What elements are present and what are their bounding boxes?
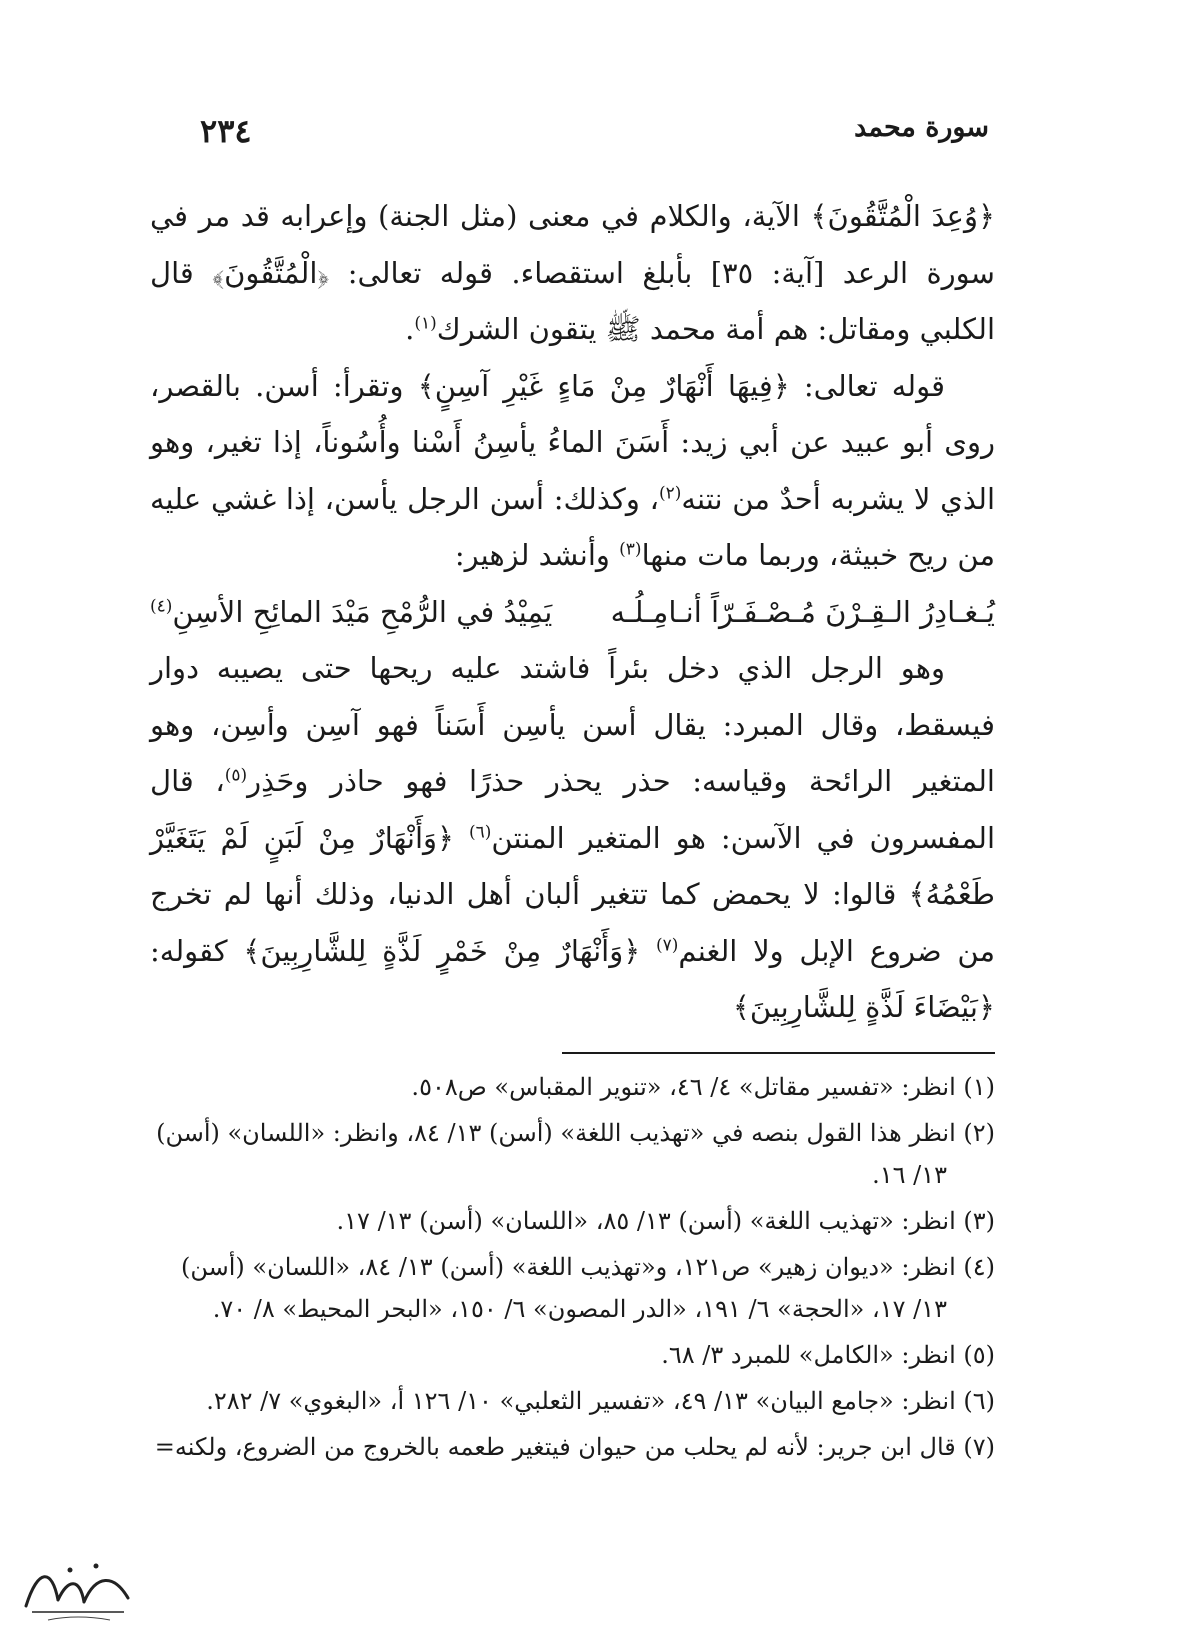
paragraph-text: ، قال المفسرون في الآسن: هو المتغير المنتن [150, 764, 996, 855]
footnote-continuation: ١٣/ ١٦. [872, 1161, 947, 1189]
footnote-separator [562, 1052, 995, 1054]
footnote-ref-3[interactable]: (٣) [619, 539, 642, 560]
poetry-verse [150, 584, 995, 641]
paragraph-text: وهو الرجل الذي دخل بئراً فاشتد عليه ريحها حتى يصيبه دوار فيسقط، وقال المبرد: يقال أسن يأسِن أَسَناً فهو آسِن وأسِن، وهو المتغير الرائحة وقياسه: حذر يحذر حذرًا فهو حاذر وحَذِر [150, 651, 995, 798]
footnote-4 [145, 1246, 995, 1330]
paragraph-text [454, 821, 469, 855]
paragraph-text: . [405, 312, 415, 346]
footnote-1: (١) انظر: «تفسير مقاتل» ٤/ ٤٦، «تنوير المقباس» ص٥٠٨. [411, 1073, 995, 1101]
footnote-ref-5[interactable]: (٥) [224, 765, 248, 786]
footnote-3: (٣) انظر: «تهذيب اللغة» (أسن) ١٣/ ٨٥، «اللسان» (أسن) ١٣/ ١٧. [336, 1207, 995, 1235]
paragraph-2 [150, 358, 995, 584]
footnote-ref-1[interactable]: (١) [414, 313, 437, 334]
verse-second-hemistich: يَمِيْدُ في الرُّمْحِ مَيْدَ المائِحِ الأسِنِ [172, 594, 553, 629]
paragraph-text: كقوله: [150, 933, 244, 968]
verse-second-hemistich-wrap [150, 584, 552, 641]
paragraph-text: قالوا: لا يحمض كما تتغير ألبان أهل الدنيا، وذلك أنها لم تخرج من ضروع الإبل ولا الغنم [150, 877, 995, 968]
quran-quote: ﴿وَأَنْهَارٌ مِنْ لَبَنٍ لَمْ يَتَغَيَّرْ طَعْمُهُ﴾ [150, 820, 995, 911]
paragraph-text: قوله تعالى: [789, 368, 945, 403]
footnote-6: (٦) انظر: «جامع البيان» ١٣/ ٤٩، «تفسير الثعلبي» ١٠/ ١٢٦ أ، «البغوي» ٧/ ٢٨٢. [206, 1387, 995, 1415]
library-seal-logo [18, 1548, 138, 1628]
quran-quote: ﴿وَأَنْهَارٌ مِنْ خَمْرٍ لَذَّةٍ لِلشَّارِبِينَ﴾ [243, 933, 641, 968]
footnote-ref-2[interactable]: (٢) [658, 482, 682, 503]
page-header [200, 112, 989, 162]
quran-quote: ﴿وُعِدَ الْمُتَّقُونَ﴾ [810, 199, 995, 233]
paragraph-text: وأنشد لزهير: [454, 538, 620, 572]
footnote-7: (٧) قال ابن جرير: لأنه لم يحلب من حيوان فيتغير طعمه بالخروج من الضروع، ولكنه= [154, 1433, 995, 1461]
footnote-text: (٢) انظر هذا القول بنصه في «تهذيب اللغة» (أسن) ١٣/ ٨٤، وانظر: «اللسان» (أسن) [156, 1119, 995, 1147]
footnote-ref-4[interactable]: (٤) [150, 595, 173, 616]
paragraph-text: وتقرأ: أسن. بالقصر، روى أبو عبيد عن أبي زيد: أَسَنَ الماءُ يأسِنُ أَسْنا وأُسُوناً، إذا تغير، وهو الذي لا يشربه أحدٌ من نتنه [150, 368, 995, 516]
footnote-5: (٥) انظر: «الكامل» للمبرد ٣/ ٦٨. [661, 1341, 995, 1369]
paragraph-text: الآية، والكلام في معنى (مثل الجنة) وإعرابه قد مر في سورة الرعد [آية: ٣٥] بأبلغ استقصاء. قوله تعالى: [150, 199, 995, 290]
footnotes [145, 1066, 995, 1472]
quran-quote: ﴿بَيْضَاءَ لَذَّةٍ لِلشَّارِبِينَ﴾ [732, 990, 995, 1024]
page-number: ٢٣٤ [200, 112, 252, 150]
footnote-2 [145, 1112, 995, 1196]
main-text [150, 188, 995, 1036]
paragraph-text: قال الكلبي ومقاتل: هم أمة محمد ﷺ يتقون الشرك [150, 255, 995, 346]
quran-quote: ﴿الْمُتَّقُونَ﴾ [212, 255, 330, 290]
quran-quote: ﴿فِيهَا أَنْهَارٌ مِنْ مَاءٍ غَيْرِ آسِنٍ﴾ [417, 368, 790, 403]
paragraph-1 [150, 188, 995, 358]
seal-icon [18, 1548, 138, 1628]
footnote-text: (٤) انظر: «ديوان زهير» ص١٢١، و«تهذيب اللغة» (أسن) ١٣/ ٨٤، «اللسان» (أسن) [180, 1253, 995, 1281]
footnote-ref-6[interactable]: (٦) [468, 821, 492, 842]
footnote-ref-7[interactable]: (٧) [655, 934, 679, 955]
paragraph-3 [150, 640, 995, 1036]
paragraph-text: ، وكذلك: أسن الرجل يأسن، إذا غشي عليه من ريح خبيثة، وربما مات منها [150, 481, 995, 572]
verse-first-hemistich: يُـغـادِرُ الـقِـرْنَ مُـصْـفَـرّاً أنـامِـلُـه [610, 594, 995, 629]
running-title: سورة محمد [854, 112, 989, 143]
footnote-continuation: ١٣/ ١٧، «الحجة» ٦/ ١٩١، «الدر المصون» ٦/ ١٥٠، «البحر المحيط» ٨/ ٧٠. [212, 1295, 947, 1323]
paragraph-text [640, 934, 656, 968]
